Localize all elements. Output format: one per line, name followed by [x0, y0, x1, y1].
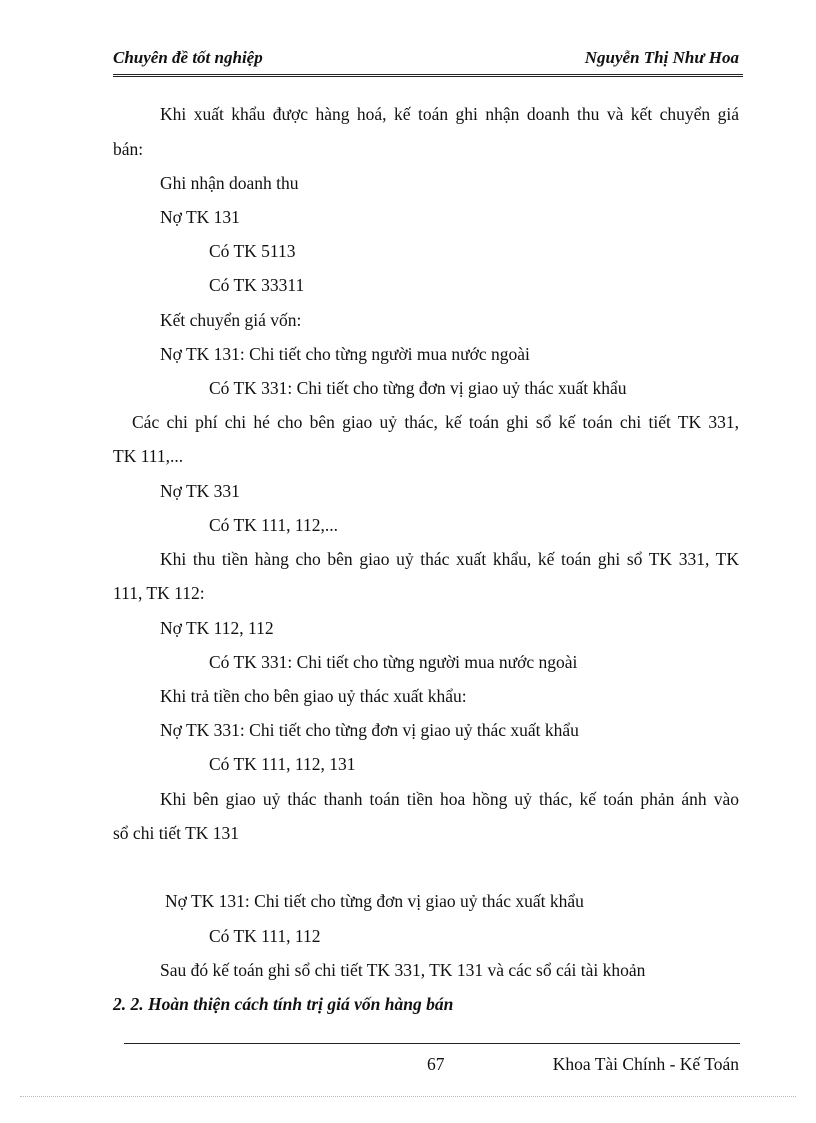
paragraph-line: sổ chi tiết TK 131 [113, 823, 240, 843]
paragraph-line: Nợ TK 131: Chi tiết cho từng người mua nước ngoài [160, 344, 530, 364]
paragraph-line: 111, TK 112: [113, 583, 205, 603]
paragraph-line: Có TK 111, 112,... [209, 515, 338, 535]
paragraph-line: Nợ TK 112, 112 [160, 618, 274, 638]
paragraph-line: Khi thu tiền hàng cho bên giao uỷ thác xuất khẩu, kế toán ghi sổ TK 331, TK [160, 549, 739, 569]
paragraph-line: Các chi phí chi hé cho bên giao uỷ thác, kế toán ghi sổ kế toán chi tiết TK 331, [132, 412, 739, 432]
paragraph-line: Khi bên giao uỷ thác thanh toán tiền hoa hồng uỷ thác, kế toán phản ánh vào [160, 789, 739, 809]
paragraph-line: Có TK 331: Chi tiết cho từng người mua nước ngoài [209, 652, 578, 672]
section-heading: 2. 2. Hoàn thiện cách tính trị giá vốn hàng bán [113, 994, 454, 1014]
paragraph-line: Có TK 5113 [209, 241, 296, 261]
paragraph-line: Sau đó kế toán ghi sổ chi tiết TK 331, TK 131 và các sổ cái tài khoản [160, 960, 646, 980]
paragraph-line: Kết chuyển giá vốn: [160, 310, 302, 330]
paragraph-line: Có TK 331: Chi tiết cho từng đơn vị giao uỷ thác xuất khẩu [209, 378, 627, 398]
paragraph-line: TK 111,... [113, 446, 184, 466]
paragraph-line: bán: [113, 139, 144, 159]
paragraph-line: Nợ TK 331 [160, 481, 240, 501]
header-author: Nguyễn Thị Như Hoa [584, 48, 739, 67]
paragraph-line: Có TK 111, 112 [209, 926, 321, 946]
paragraph-line: Nợ TK 331: Chi tiết cho từng đơn vị giao uỷ thác xuất khẩu [160, 720, 579, 740]
page-number: 67 [427, 1054, 445, 1074]
header-title: Chuyên đề tốt nghiệp [113, 48, 263, 67]
paragraph-line: Khi xuất khẩu được hàng hoá, kế toán ghi nhận doanh thu và kết chuyển giá [160, 104, 739, 124]
paragraph-line: Có TK 111, 112, 131 [209, 754, 356, 774]
paragraph-line: Có TK 33311 [209, 275, 305, 295]
paragraph-line: Khi trả tiền cho bên giao uỷ thác xuất khẩu: [160, 686, 467, 706]
footer-divider [124, 1043, 740, 1044]
footer-department: Khoa Tài Chính - Kế Toán [552, 1054, 739, 1074]
paragraph-line: Nợ TK 131 [160, 207, 240, 227]
page-bottom-dotted-divider [20, 1096, 796, 1097]
paragraph-line: Nợ TK 131: Chi tiết cho từng đơn vị giao uỷ thác xuất khẩu [165, 891, 584, 911]
paragraph-line: Ghi nhận doanh thu [160, 173, 299, 193]
page-header [113, 44, 743, 77]
